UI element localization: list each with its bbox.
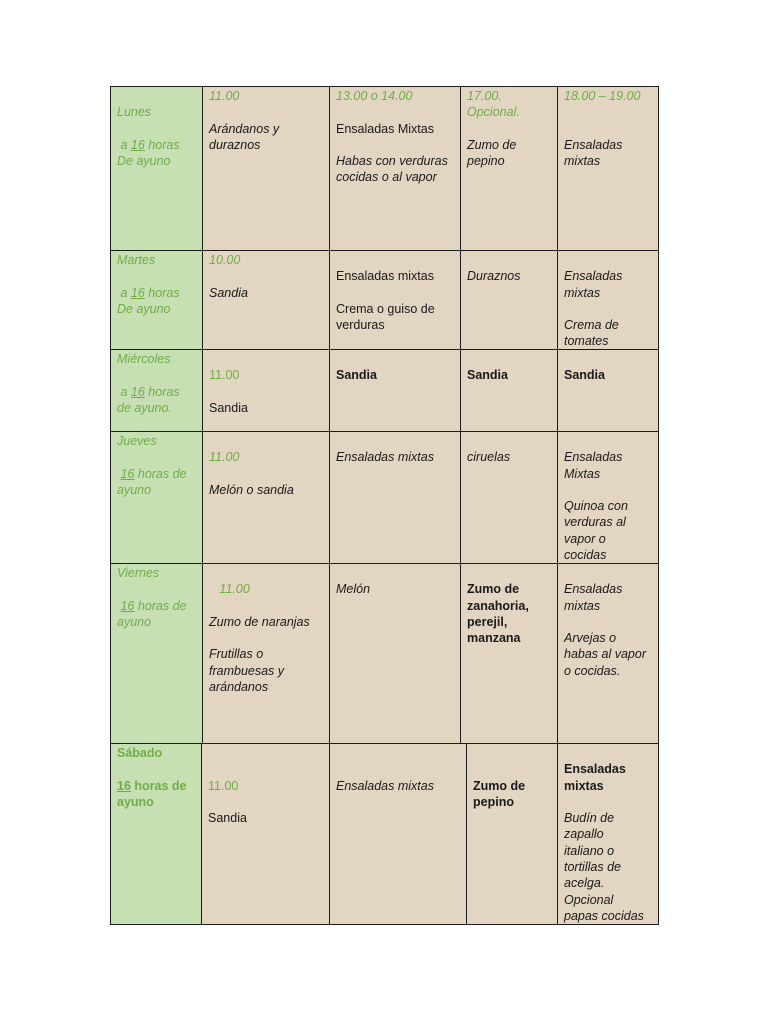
meal-text-line [209, 433, 323, 449]
meal-text-line [336, 433, 454, 449]
meal-text-line: Sandia [564, 368, 605, 383]
day-label-line [117, 268, 196, 284]
meal-text-line: Ensaladas [564, 137, 623, 152]
meal-text-line [209, 466, 323, 482]
meal-cell [329, 250, 461, 350]
meal-text-line [564, 104, 652, 120]
meal-text-line [209, 565, 323, 581]
meal-text-line: tomates [564, 334, 609, 349]
meal-text-line: acelga. [564, 876, 605, 891]
meal-text-line [336, 285, 454, 301]
meal-text-line [336, 137, 454, 153]
meal-text-line [564, 565, 652, 581]
meal-text-line [208, 794, 323, 810]
meal-cell [460, 349, 558, 432]
meal-cell [329, 86, 461, 251]
day-label-line [117, 88, 196, 104]
meal-text-line: 13.00 o 14.00 [336, 89, 413, 103]
meal-text-line: mixtas [564, 598, 601, 613]
meal-text-line: duraznos [209, 137, 261, 152]
meal-text-line [209, 630, 323, 646]
meal-text-line [564, 121, 652, 137]
meal-text-line [336, 761, 460, 777]
table-row-lunes [0, 86, 768, 251]
meal-text-line: Mixtas [564, 466, 601, 481]
meal-text-line: 17.00. [467, 89, 502, 103]
meal-text-line: pepino [473, 794, 514, 809]
day-label-line: Martes [117, 253, 156, 267]
meal-text-line [473, 745, 551, 761]
meal-text-line: pepino [467, 154, 505, 169]
meal-text-line: Quinoa con [564, 499, 628, 514]
meal-text-line: manzana [467, 631, 521, 646]
meal-text-line: frambuesas y [209, 663, 285, 678]
meal-cell [557, 563, 659, 744]
day-label-line: 16 horas de [120, 466, 187, 481]
meal-text-line: Opcional. [467, 105, 520, 120]
meal-text-line: o cocidas. [564, 663, 621, 678]
meal-text-line: Sandia [209, 285, 248, 300]
day-cell-lunes [110, 86, 203, 251]
meal-text-line: Arándanos y [209, 121, 280, 136]
meal-text-line [564, 614, 652, 630]
day-label-line: 16 horas de [117, 778, 187, 793]
meal-cell [460, 250, 558, 350]
meal-cell [329, 349, 461, 432]
meal-text-line: mixtas [564, 285, 601, 300]
meal-cell [202, 349, 330, 432]
meal-text-line: Opcional [564, 892, 614, 907]
meal-text-line [564, 745, 652, 761]
meal-cell [329, 431, 461, 564]
day-cell-miercoles [110, 349, 203, 432]
meal-cell [201, 743, 330, 925]
meal-text-line: Ensaladas [564, 450, 623, 465]
day-label-line: De ayuno [117, 154, 171, 169]
meal-text-line: italiano o [564, 843, 615, 858]
meal-text-line [564, 301, 652, 317]
meal-text-line: Sandia [209, 400, 248, 415]
meal-cell [557, 86, 659, 251]
meal-text-line: Frutillas o [209, 647, 264, 662]
table-row-miercoles [0, 349, 768, 432]
meal-text-line [564, 351, 652, 367]
meal-text-line: 11.00 [209, 450, 240, 465]
meal-text-line: perejil, [467, 614, 508, 629]
meal-text-line: vapor o [564, 531, 606, 546]
meal-text-line [564, 252, 652, 268]
meal-text-line [467, 252, 551, 268]
day-label-line [117, 449, 196, 465]
day-label-line: Miércoles [117, 352, 171, 366]
day-label-line [117, 581, 196, 597]
meal-cell [466, 743, 558, 925]
meal-text-line: Ensaladas [564, 762, 626, 777]
meal-text-line [473, 761, 551, 777]
meal-text-line [336, 252, 454, 268]
meal-text-line [336, 565, 454, 581]
meal-text-line: Arvejas o [564, 631, 617, 646]
meal-text-line: arándanos [209, 680, 269, 695]
day-label-line: a 16 horas [117, 137, 180, 152]
meal-text-line [467, 351, 551, 367]
meal-text-line [564, 794, 652, 810]
meal-text-line [208, 761, 323, 777]
meal-text-line: Zumo de [467, 582, 520, 597]
day-label-line [117, 367, 196, 383]
meal-text-line: verduras al [564, 515, 626, 530]
meal-text-line [564, 433, 652, 449]
day-cell-martes [110, 250, 203, 350]
meal-text-line: cocidas o al vapor [336, 170, 437, 185]
meal-text-line: 11.00 [209, 89, 240, 103]
day-label-line: a 16 horas [117, 285, 180, 300]
meal-text-line: zanahoria, [467, 598, 529, 613]
meal-text-line: 10.00 [209, 253, 241, 267]
meal-cell [202, 563, 330, 744]
day-label-line: a 16 horas [117, 384, 180, 399]
table-row-jueves [0, 431, 768, 564]
meal-text-line: mixtas [564, 154, 601, 169]
day-label-line: Viernes [117, 566, 160, 580]
meal-text-line: 11.00 [208, 778, 239, 793]
day-label-line: 16 horas de [120, 598, 187, 613]
meal-text-line [209, 384, 323, 400]
meal-text-line [564, 482, 652, 498]
day-cell-jueves [110, 431, 203, 564]
meal-text-line: Melón [336, 582, 371, 597]
meal-text-line: Zumo de [467, 137, 517, 152]
meal-text-line: papas cocidas [564, 908, 644, 923]
meal-text-line: cocidas [564, 548, 607, 563]
table-row-sabado [0, 743, 768, 925]
meal-text-line [336, 745, 460, 761]
table-row-viernes [0, 563, 768, 744]
meal-text-line: Crema o guiso de [336, 301, 435, 316]
meal-text-line: Zumo de naranjas [209, 614, 310, 629]
meal-text-line: ciruelas [467, 450, 511, 465]
meal-text-line: Melón o sandia [209, 482, 294, 497]
day-label-line: Jueves [117, 434, 157, 448]
meal-text-line: Sandia [208, 811, 247, 826]
meal-text-line: tortillas de [564, 860, 621, 875]
day-label-line: De ayuno [117, 301, 171, 316]
meal-text-line: Ensaladas mixtas [336, 778, 434, 793]
meal-cell [460, 431, 558, 564]
meal-text-line [208, 745, 323, 761]
meal-text-line: 11.00 [209, 368, 240, 383]
meal-text-line: Crema de [564, 318, 619, 333]
meal-cell [460, 563, 558, 744]
meal-text-line [467, 121, 551, 137]
meal-cell [329, 563, 461, 744]
meal-text-line: Ensaladas [564, 582, 623, 597]
meal-cell [202, 431, 330, 564]
meal-text-line: Sandia [467, 368, 508, 383]
meal-text-line [209, 104, 323, 120]
meal-text-line: habas al vapor [564, 647, 647, 662]
meal-text-line: 11.00 [209, 582, 250, 597]
day-label-line: ayuno [117, 482, 152, 497]
meal-text-line: Ensaladas mixtas [336, 269, 434, 284]
meal-text-line [209, 351, 323, 367]
meal-cell [557, 743, 659, 925]
meal-cell [202, 250, 330, 350]
day-label-line [117, 121, 196, 137]
meal-text-line: zapallo [564, 827, 604, 842]
meal-text-line: 18.00 – 19.00 [564, 89, 641, 103]
meal-text-line: Habas con verduras [336, 154, 448, 169]
meal-text-line: Ensaladas [564, 269, 623, 284]
meal-text-line [467, 565, 551, 581]
day-label-line: ayuno [117, 614, 152, 629]
day-cell-sabado [110, 743, 202, 925]
meal-text-line: verduras [336, 318, 385, 333]
meal-text-line [467, 433, 551, 449]
meal-cell [557, 431, 659, 564]
meal-text-line: Duraznos [467, 269, 521, 284]
meal-text-line: Budín de [564, 811, 615, 826]
day-label-line: de ayuno. [117, 400, 172, 415]
meal-cell [460, 86, 558, 251]
meal-text-line: Sandia [336, 368, 377, 383]
meal-cell [329, 743, 467, 925]
meal-cell [202, 86, 330, 251]
day-cell-viernes [110, 563, 203, 744]
meal-text-line: Zumo de [473, 778, 526, 793]
meal-text-line [336, 351, 454, 367]
meal-text-line: Ensaladas mixtas [336, 450, 434, 465]
meal-text-line: Ensaladas Mixtas [336, 121, 434, 136]
meal-text-line [209, 598, 323, 614]
meal-cell [557, 250, 659, 350]
day-label-line: Lunes [117, 105, 152, 120]
table-row-martes [0, 250, 768, 350]
meal-text-line [336, 104, 454, 120]
meal-text-line [209, 268, 323, 284]
meal-cell [557, 349, 659, 432]
day-label-line [117, 761, 195, 777]
day-label-line: Sábado [117, 746, 163, 760]
day-label-line: ayuno [117, 794, 154, 809]
meal-text-line: mixtas [564, 778, 604, 793]
